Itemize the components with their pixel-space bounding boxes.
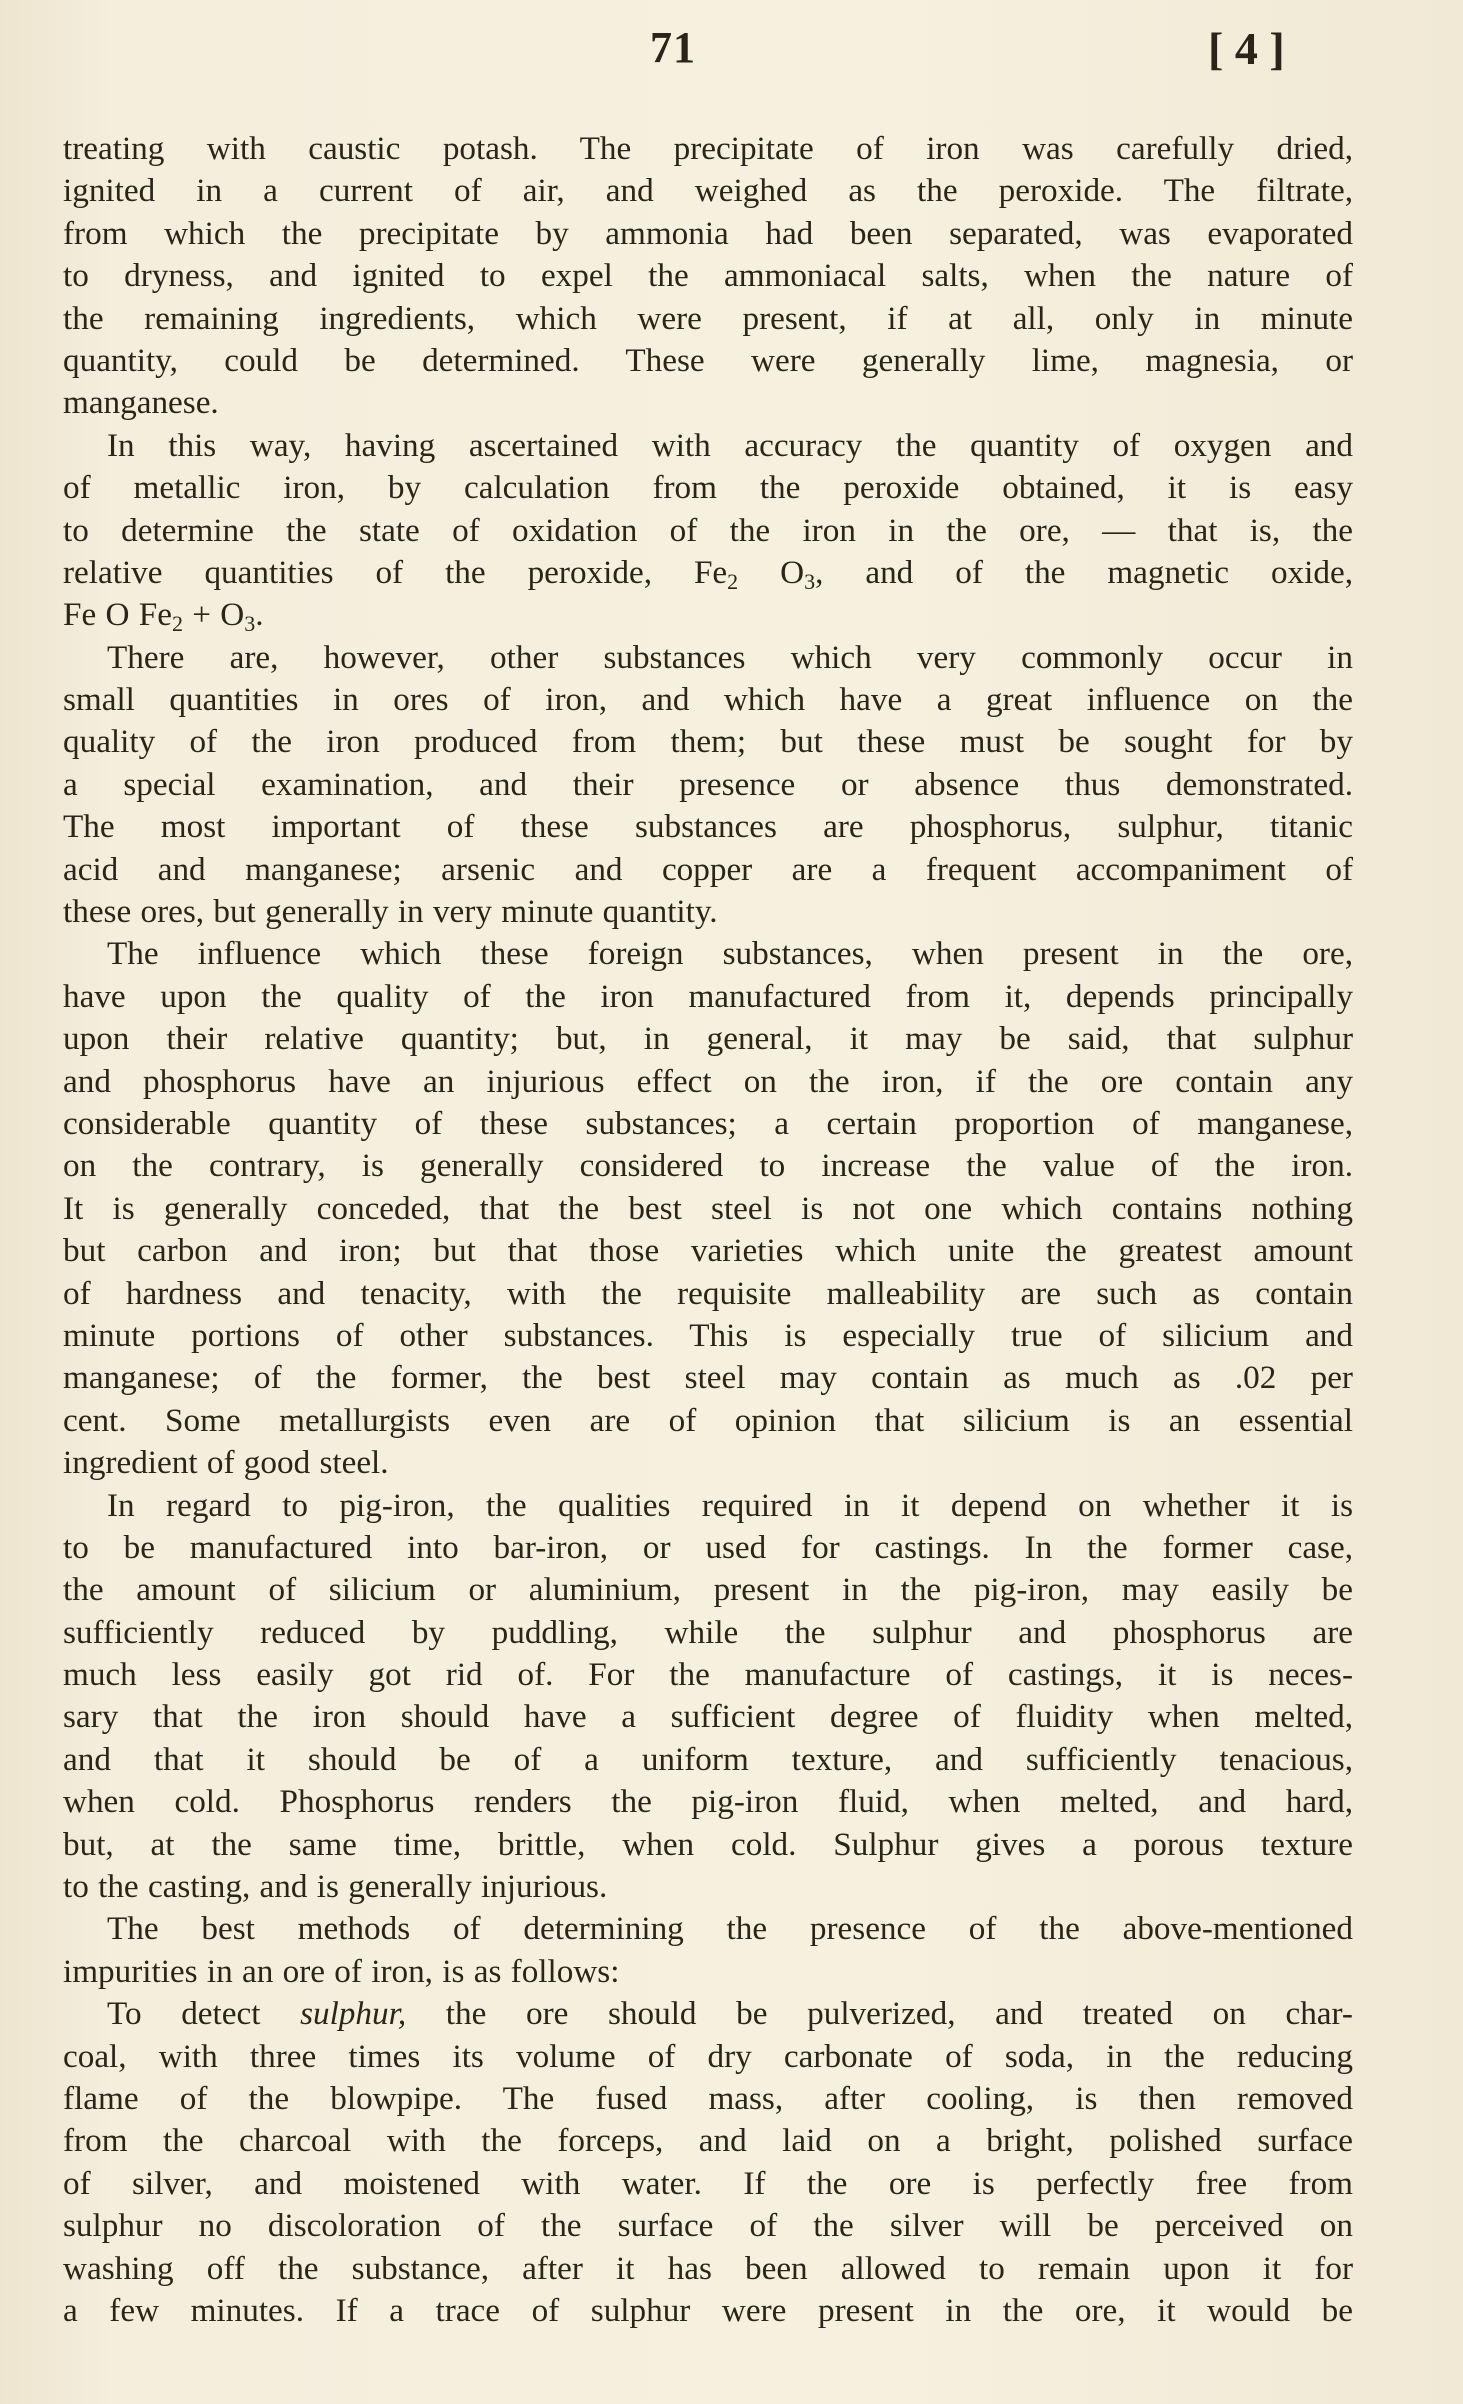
text-line: to be manufactured into bar-iron, or used for castings. In the former case, [63,1528,1353,1566]
text-line: sary that the iron should have a sufficient degree of fluidity when melted, [63,1698,1353,1736]
text-line: a few minutes. If a trace of sulphur were present in the ore, it would be [63,2291,1353,2329]
text-line: minute portions of other substances. This is especially true of silicium and [63,1316,1353,1354]
text-segment: Fe O Fe [63,596,172,634]
text-line: ignited in a current of air, and weighed as the peroxide. The filtrate, [63,172,1353,210]
subscript: 2 [727,568,739,594]
subscript: 2 [171,611,183,637]
text-segment: + O [182,596,245,634]
text-line: flame of the blowpipe. The fused mass, after cooling, is then removed [63,2079,1353,2117]
text-line: washing off the substance, after it has been allowed to remain upon it for [63,2249,1353,2287]
subscript: 3 [804,568,816,594]
text-line: The best methods of determining the presence of the above-mentioned [107,1910,1353,1948]
text-segment: , and of the magnetic oxide, [815,553,1353,591]
text-line: coal, with three times its volume of dry carbonate of soda, in the reducing [63,2037,1353,2075]
text-line: The most important of these substances are phosphorus, sulphur, titanic [63,808,1353,846]
text-line: these ores, but generally in very minute quantity. [63,893,718,931]
text-line: the amount of silicium or aluminium, present in the pig-iron, may easily be [63,1571,1353,1609]
text-line: from which the precipitate by ammonia had been separated, was evaporated [63,214,1353,252]
text-line: of silver, and moistened with water. If the ore is perfectly free from [63,2164,1353,2202]
text-line: manganese. [63,384,219,422]
text-line: sulphur no discoloration of the surface of the silver will be perceived on [63,2207,1353,2245]
text-line: In regard to pig-iron, the qualities required in it depend on whether it is [107,1486,1353,1524]
text-line: impurities in an ore of iron, is as follows: [63,1952,620,1990]
text-line: cent. Some metallurgists even are of opinion that silicium is an essential [63,1401,1353,1439]
text-line [63,1993,1353,2035]
text-line: to dryness, and ignited to expel the ammoniacal salts, when the nature of [63,257,1353,295]
text-line: the remaining ingredients, which were present, if at all, only in minute [63,299,1353,337]
subscript: 3 [244,611,256,637]
text-line: ingredient of good steel. [63,1444,389,1482]
page-number: 71 [650,23,696,72]
text-line: to the casting, and is generally injurious. [63,1868,608,1906]
text-line: upon their relative quantity; but, in general, it may be said, that sulphur [63,1020,1353,1058]
text-segment: relative quantities of the peroxide, Fe [63,553,728,591]
text-line: treating with caustic potash. The precipitate of iron was carefully dried, [63,130,1353,167]
text-line: manganese; of the former, the best steel may contain as much as .02 per [63,1359,1353,1397]
text-line: on the contrary, is generally considered to increase the value of the iron. [63,1147,1353,1185]
italic-text: sulphur, [300,1995,407,2033]
text-line: but, at the same time, brittle, when cold. Sulphur gives a porous texture [63,1825,1353,1863]
signature-mark: [ 4 ] [1208,23,1285,74]
text-line: from the charcoal with the forceps, and laid on a bright, polished surface [63,2122,1353,2160]
text-line: much less easily got rid of. For the manufacture of castings, it is neces- [63,1656,1353,1694]
text-line: of hardness and tenacity, with the requisite malleability are such as contain [63,1274,1353,1312]
text-line: when cold. Phosphorus renders the pig-iron fluid, when melted, and hard, [63,1783,1353,1821]
text-segment: To detect [107,1995,301,2033]
text-line: In this way, having ascertained with accuracy the quantity of oxygen and [107,426,1353,464]
text-line: considerable quantity of these substances; a certain proportion of manganese, [63,1104,1353,1142]
text-segment: . [255,596,264,634]
text-line: There are, however, other substances which very commonly occur in [107,638,1353,676]
page-header [0,22,1463,82]
text-line: a special examination, and their presence or absence thus demonstrated. [63,765,1353,803]
text-line: have upon the quality of the iron manufactured from it, depends principally [63,977,1353,1015]
body-text [63,128,1353,2332]
text-line: of metallic iron, by calculation from the peroxide obtained, it is easy [63,469,1353,507]
text-line: small quantities in ores of iron, and which have a great influence on the [63,681,1353,719]
text-line: sufficiently reduced by puddling, while the sulphur and phosphorus are [63,1613,1353,1651]
text-line: The influence which these foreign substances, when present in the ore, [107,935,1353,973]
text-line: quality of the iron produced from them; but these must be sought for by [63,723,1353,761]
text-line: to determine the state of oxidation of the iron in the ore, — that is, the [63,511,1353,549]
text-segment: O [738,553,805,591]
text-line: but carbon and iron; but that those varieties which unite the greatest amount [63,1232,1353,1270]
text-line: acid and manganese; arsenic and copper are a frequent accompaniment of [63,850,1353,888]
text-line: and that it should be of a uniform texture, and sufficiently tenacious, [63,1740,1353,1778]
text-line [63,552,1353,594]
text-line: and phosphorus have an injurious effect on the iron, if the ore contain any [63,1062,1353,1100]
text-line: quantity, could be determined. These were generally lime, magnesia, or [63,341,1353,379]
text-line [63,594,1353,636]
text-line: It is generally conceded, that the best steel is not one which contains nothing [63,1189,1353,1227]
text-segment: the ore should be pulverized, and treated on char- [406,1995,1353,2033]
